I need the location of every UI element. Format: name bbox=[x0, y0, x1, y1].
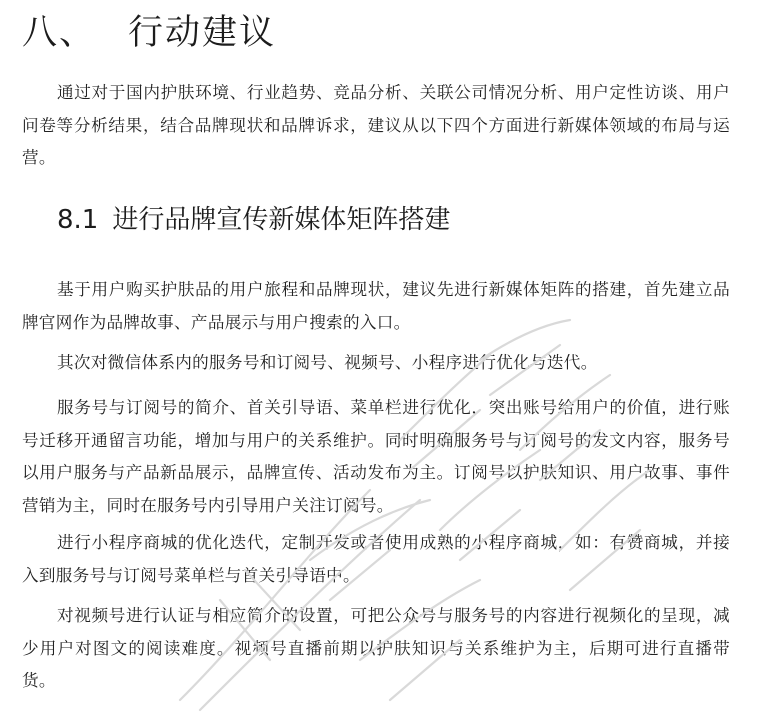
body-paragraph: 进行小程序商城的优化迭代，定制开发或者使用成熟的小程序商城，如：有赞商城，并接入到服务号与订阅号菜单栏与首关引导语中。 bbox=[22, 533, 730, 585]
section-number: 八、 bbox=[22, 13, 97, 53]
body-paragraph: 服务号与订阅号的简介、首关引导语、菜单栏进行优化，突出账号给用户的价值，进行账号迁移开通留言功能，增加与用户的关系维护。同时明确服务号与订阅号的发文内容，服务号以用户服务与产品新品展示，品牌宣传、活动发布为主。订阅号以护肤知识、用户故事、事件营销为主，同时在服务号内引导用户关注订阅号。 bbox=[22, 398, 730, 515]
section-title: 行动建议 bbox=[128, 13, 277, 53]
subsection-number: 8.1 bbox=[57, 205, 99, 235]
section-heading bbox=[22, 6, 276, 60]
body-paragraph: 对视频号进行认证与相应简介的设置，可把公众号与服务号的内容进行视频化的呈现，减少用户对图文的阅读难度。视频号直播前期以护肤知识与关系维护为主，后期可进行直播带货。 bbox=[22, 606, 730, 690]
subsection-title: 进行品牌宣传新媒体矩阵搭建 bbox=[112, 205, 451, 235]
intro-paragraph: 通过对于国内护肤环境、行业趋势、竞品分析、关联公司情况分析、用户定性访谈、用户问卷等分析结果，结合品牌现状和品牌诉求，建议从以下四个方面进行新媒体领域的布局与运营。 bbox=[22, 83, 730, 167]
body-paragraph: 其次对微信体系内的服务号和订阅号、视频号、小程序进行优化与迭代。 bbox=[57, 353, 598, 372]
subsection-heading bbox=[57, 198, 450, 242]
body-paragraph: 基于用户购买护肤品的用户旅程和品牌现状，建议先进行新媒体矩阵的搭建，首先建立品牌官网作为品牌故事、产品展示与用户搜索的入口。 bbox=[22, 280, 730, 332]
